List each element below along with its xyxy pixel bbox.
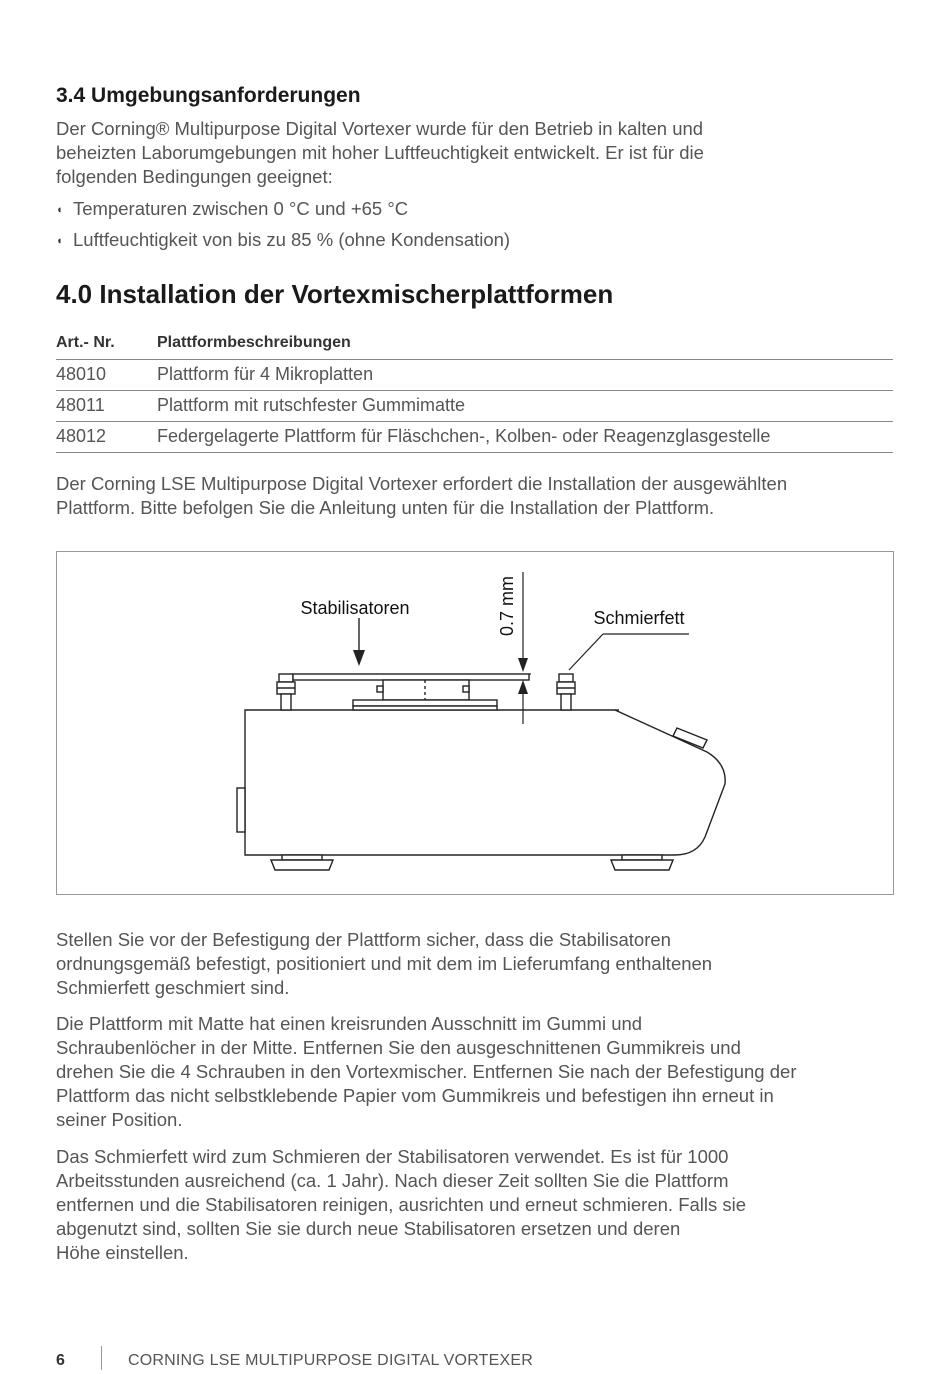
- footer-divider: [101, 1346, 102, 1370]
- table-header-row: [56, 332, 893, 360]
- paragraph-line: Die Plattform mit Matte hat einen kreisrunden Ausschnitt im Gummi und: [56, 1013, 643, 1034]
- table-header-cell: Art.- Nr.: [56, 332, 157, 360]
- bullet-item: [56, 198, 408, 220]
- paragraph-line: Höhe einstellen.: [56, 1242, 189, 1263]
- paragraph-line: abgenutzt sind, sollten Sie sie durch neue Stabilisatoren ersetzen und deren: [56, 1218, 681, 1239]
- paragraph-line: ordnungsgemäß befestigt, positioniert und mit dem im Lieferumfang enthaltenen: [56, 953, 713, 974]
- paragraph-line: Das Schmierfett wird zum Schmieren der Stabilisatoren verwendet. Es ist für 1000: [56, 1146, 729, 1167]
- section-3-4-heading: 3.4 Umgebungsanforderungen: [56, 84, 361, 107]
- paragraph-line: Arbeitsstunden ausreichend (ca. 1 Jahr). Nach dieser Zeit sollten Sie die Plattform: [56, 1170, 729, 1191]
- table-cell: 48012: [56, 422, 157, 453]
- paragraph-line: Der Corning LSE Multipurpose Digital Vortexer erfordert die Installation der ausgewählten: [56, 473, 788, 494]
- intro-line: beheizten Laborumgebungen mit hoher Luftfeuchtigkeit entwickelt. Er ist für die: [56, 142, 704, 163]
- paragraph-line: drehen Sie die 4 Schrauben in den Vortexmischer. Entfernen Sie nach der Befestigung der: [56, 1061, 797, 1082]
- table-cell: 48010: [56, 360, 157, 391]
- table-row: [56, 422, 893, 453]
- gap-dimension-label: 0.7 mm: [497, 575, 517, 637]
- table-cell: 48011: [56, 391, 157, 422]
- footer-doc-title: CORNING LSE MULTIPURPOSE DIGITAL VORTEXER: [128, 1352, 534, 1369]
- table-cell: Federgelagerte Plattform für Fläschchen-, Kolben- oder Reagenzglasgestelle: [157, 422, 893, 453]
- stabilizers-label: Stabilisatoren: [300, 598, 410, 618]
- paragraph-line: Plattform das nicht selbstklebende Papier vom Gummikreis und befestigen ihn erneut in: [56, 1085, 774, 1106]
- paragraph-line: seiner Position.: [56, 1109, 183, 1130]
- section-3-4-intro: [56, 117, 896, 189]
- paragraph-line: entfernen und die Stabilisatoren reinigen, ausrichten und erneut schmieren. Falls sie: [56, 1194, 747, 1215]
- table-row: [56, 360, 893, 391]
- bullet-item: [56, 229, 510, 251]
- intro-line: Der Corning® Multipurpose Digital Vortexer wurde für den Betrieb in kalten und: [56, 118, 704, 139]
- paragraph-line: Schmierfett geschmiert sind.: [56, 977, 290, 998]
- paragraph-grease: [56, 1145, 896, 1265]
- intro-line: folgenden Bedingungen geeignet:: [56, 166, 333, 187]
- bullet-text: Luftfeuchtigkeit von bis zu 85 % (ohne Kondensation): [73, 229, 511, 250]
- paragraph-stabilizers: [56, 928, 896, 1000]
- paragraph-line: Stellen Sie vor der Befestigung der Plattform sicher, dass die Stabilisatoren: [56, 929, 671, 950]
- section-4-0-heading: 4.0 Installation der Vortexmischerplattformen: [56, 279, 614, 309]
- table-row: [56, 391, 893, 422]
- paragraph-line: Plattform. Bitte befolgen Sie die Anleitung unten für die Installation der Plattform.: [56, 497, 715, 518]
- bullet-marker-icon: ◖: [56, 204, 63, 216]
- after-table-paragraph: [56, 472, 896, 520]
- table-header-cell: Plattformbeschreibungen: [157, 332, 893, 360]
- page-number: 6: [56, 1352, 65, 1369]
- grease-label: Schmierfett: [593, 608, 685, 628]
- vortexer-diagram: [57, 552, 893, 894]
- bullet-text: Temperaturen zwischen 0 °C und +65 °C: [73, 198, 409, 219]
- platform-table: [56, 332, 893, 453]
- installation-figure: [56, 551, 894, 895]
- bullet-marker-icon: ◖: [56, 235, 63, 247]
- table-cell: Plattform für 4 Mikroplatten: [157, 360, 893, 391]
- paragraph-mat-platform: [56, 1012, 896, 1132]
- table-cell: Plattform mit rutschfester Gummimatte: [157, 391, 893, 422]
- paragraph-line: Schraubenlöcher in der Mitte. Entfernen Sie den ausgeschnittenen Gummikreis und: [56, 1037, 741, 1058]
